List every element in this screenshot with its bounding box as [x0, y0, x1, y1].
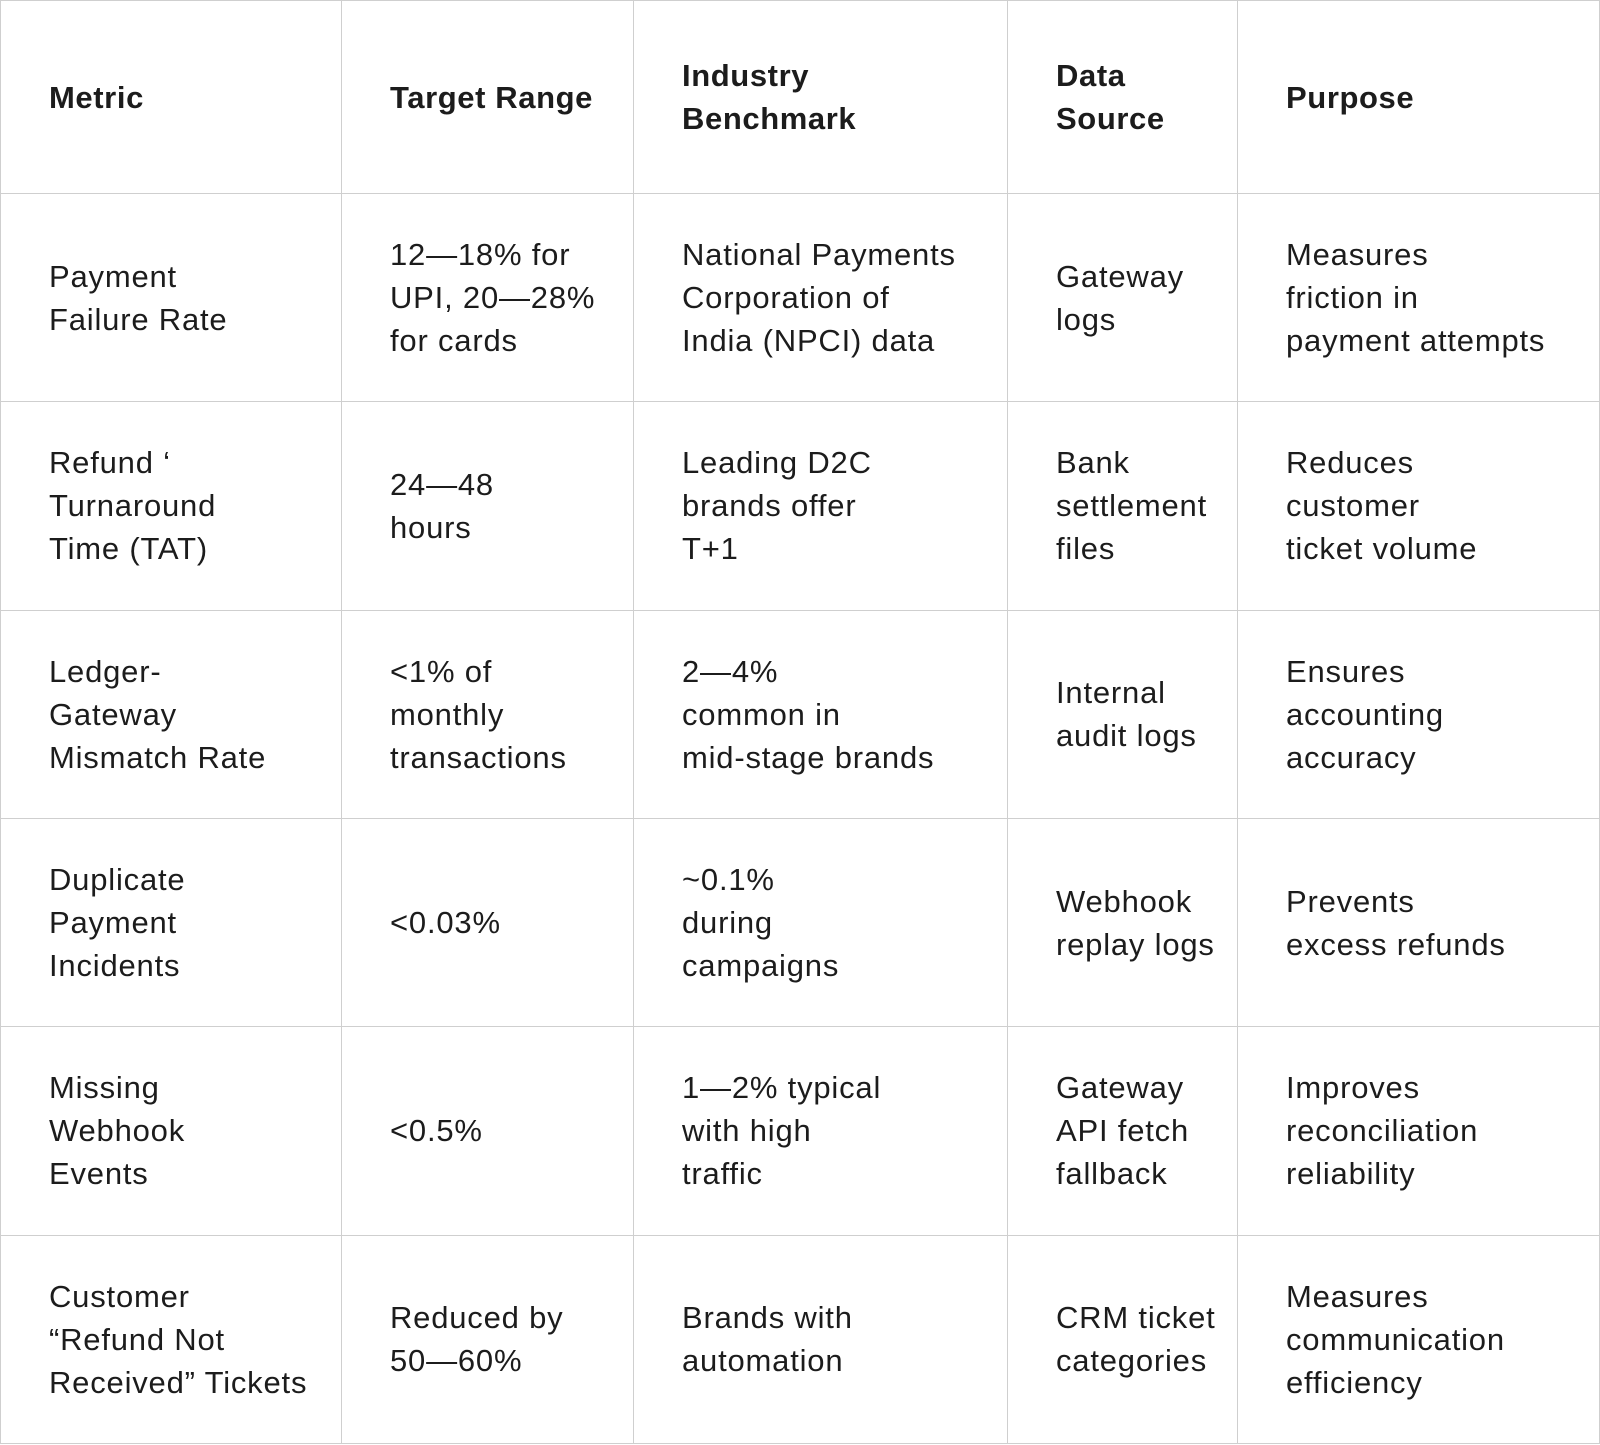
cell-purpose — [1238, 194, 1600, 402]
table-row — [1, 1027, 1600, 1235]
cell-line: Brands with — [682, 1300, 853, 1336]
cell-purpose — [1238, 1235, 1600, 1443]
table-header-row — [1, 1, 1600, 194]
cell-line: “Refund Not — [49, 1321, 225, 1357]
table-row — [1, 818, 1600, 1026]
cell-purpose — [1238, 818, 1600, 1026]
cell-metric — [1, 402, 342, 610]
cell-line: Received” Tickets — [49, 1364, 308, 1400]
cell-data-source — [1008, 402, 1238, 610]
cell-line: Webhook — [1056, 883, 1193, 919]
header-target-range — [342, 1, 634, 194]
cell-line: Measures — [1286, 1278, 1429, 1314]
cell-target-range — [342, 194, 634, 402]
cell-line: hours — [390, 509, 472, 545]
cell-line: reliability — [1286, 1156, 1416, 1192]
cell-line: files — [1056, 531, 1116, 567]
cell-target-range — [342, 818, 634, 1026]
cell-line: fallback — [1056, 1156, 1168, 1192]
cell-data-source — [1008, 194, 1238, 402]
cell-target-range — [342, 1235, 634, 1443]
cell-line: <0.03% — [390, 905, 501, 941]
cell-line: ticket volume — [1286, 531, 1478, 567]
cell-line: Reduces — [1286, 445, 1414, 481]
cell-line: Reduced by — [390, 1300, 564, 1336]
header-purpose — [1238, 1, 1600, 194]
cell-line: Failure Rate — [49, 301, 228, 337]
header-line: Data — [1056, 58, 1126, 93]
cell-line: Incidents — [49, 948, 181, 984]
cell-line: 1—2% typical — [682, 1070, 882, 1106]
cell-metric — [1, 1235, 342, 1443]
header-line: Benchmark — [682, 101, 857, 136]
cell-line: logs — [1056, 301, 1117, 337]
cell-line: traffic — [682, 1156, 763, 1192]
cell-line: Time (TAT) — [49, 531, 208, 567]
cell-line: Ensures — [1286, 653, 1406, 689]
cell-line: accounting — [1286, 696, 1444, 732]
cell-purpose — [1238, 1027, 1600, 1235]
cell-line: excess refunds — [1286, 926, 1506, 962]
cell-line: Gateway — [1056, 258, 1184, 294]
table-row — [1, 610, 1600, 818]
table-row — [1, 1235, 1600, 1443]
cell-industry-benchmark — [634, 818, 1008, 1026]
cell-industry-benchmark — [634, 610, 1008, 818]
cell-metric — [1, 194, 342, 402]
cell-line: Gateway — [49, 696, 177, 732]
cell-line: 24—48 — [390, 466, 494, 502]
cell-line: Gateway — [1056, 1070, 1184, 1106]
cell-line: efficiency — [1286, 1364, 1423, 1400]
cell-target-range — [342, 610, 634, 818]
cell-data-source — [1008, 610, 1238, 818]
cell-line: brands offer — [682, 488, 857, 524]
cell-line: Events — [49, 1156, 149, 1192]
cell-line: customer — [1286, 488, 1420, 524]
header-line: Purpose — [1286, 79, 1415, 115]
cell-line: Measures — [1286, 237, 1429, 273]
cell-line: Corporation of — [682, 280, 890, 316]
header-line: Target Range — [390, 79, 593, 115]
cell-line: categories — [1056, 1343, 1208, 1379]
cell-industry-benchmark — [634, 1027, 1008, 1235]
cell-line: National Payments — [682, 237, 956, 273]
cell-line: monthly — [390, 696, 505, 732]
cell-line: transactions — [390, 739, 567, 775]
cell-line: CRM ticket — [1056, 1300, 1216, 1336]
cell-line: Internal — [1056, 675, 1166, 711]
cell-line: India (NPCI) data — [682, 323, 936, 359]
cell-industry-benchmark — [634, 1235, 1008, 1443]
cell-line: settlement — [1056, 488, 1208, 524]
cell-line: Payment — [49, 258, 177, 294]
cell-data-source — [1008, 1027, 1238, 1235]
cell-line: replay logs — [1056, 926, 1215, 962]
cell-line: reconciliation — [1286, 1113, 1479, 1149]
cell-target-range — [342, 402, 634, 610]
cell-line: campaigns — [682, 948, 840, 984]
cell-purpose — [1238, 402, 1600, 610]
cell-line: Refund ‘ — [49, 445, 171, 481]
cell-metric — [1, 610, 342, 818]
cell-line: Payment — [49, 905, 177, 941]
cell-line: 2—4% — [682, 653, 779, 689]
cell-industry-benchmark — [634, 402, 1008, 610]
cell-line: Mismatch Rate — [49, 739, 267, 775]
cell-line: common in — [682, 696, 841, 732]
header-line: Source — [1056, 101, 1165, 136]
cell-line: payment attempts — [1286, 323, 1546, 359]
cell-line: 50—60% — [390, 1343, 523, 1379]
cell-line: Webhook — [49, 1113, 186, 1149]
cell-line: Leading D2C — [682, 445, 872, 481]
cell-data-source — [1008, 818, 1238, 1026]
cell-line: T+1 — [682, 531, 739, 567]
cell-line: Ledger- — [49, 653, 162, 689]
cell-industry-benchmark — [634, 194, 1008, 402]
cell-line: Customer — [49, 1278, 190, 1314]
cell-line: ~0.1% — [682, 862, 775, 898]
cell-metric — [1, 1027, 342, 1235]
header-metric — [1, 1, 342, 194]
cell-line: with high — [682, 1113, 812, 1149]
cell-line: Bank — [1056, 445, 1130, 481]
cell-line: audit logs — [1056, 718, 1197, 754]
cell-line: accuracy — [1286, 739, 1417, 775]
cell-target-range — [342, 1027, 634, 1235]
cell-line: API fetch — [1056, 1113, 1189, 1149]
header-line: Industry — [682, 58, 810, 93]
cell-line: Prevents — [1286, 883, 1415, 919]
cell-line: Turnaround — [49, 488, 217, 524]
cell-line: UPI, 20—28% — [390, 280, 596, 316]
cell-line: Missing — [49, 1070, 160, 1106]
cell-line: communication — [1286, 1321, 1505, 1357]
table-row — [1, 402, 1600, 610]
cell-line: <1% of — [390, 653, 493, 689]
cell-line: mid-stage brands — [682, 739, 935, 775]
cell-purpose — [1238, 610, 1600, 818]
cell-line: during — [682, 905, 773, 941]
header-line: Metric — [49, 79, 144, 115]
header-data-source — [1008, 1, 1238, 194]
cell-line: 12—18% for — [390, 237, 571, 273]
header-industry-benchmark — [634, 1, 1008, 194]
cell-line: automation — [682, 1343, 844, 1379]
cell-line: for cards — [390, 323, 518, 359]
cell-line: friction in — [1286, 280, 1419, 316]
cell-line: <0.5% — [390, 1113, 483, 1149]
cell-line: Improves — [1286, 1070, 1420, 1106]
cell-data-source — [1008, 1235, 1238, 1443]
cell-line: Duplicate — [49, 862, 186, 898]
table-row — [1, 194, 1600, 402]
cell-metric — [1, 818, 342, 1026]
